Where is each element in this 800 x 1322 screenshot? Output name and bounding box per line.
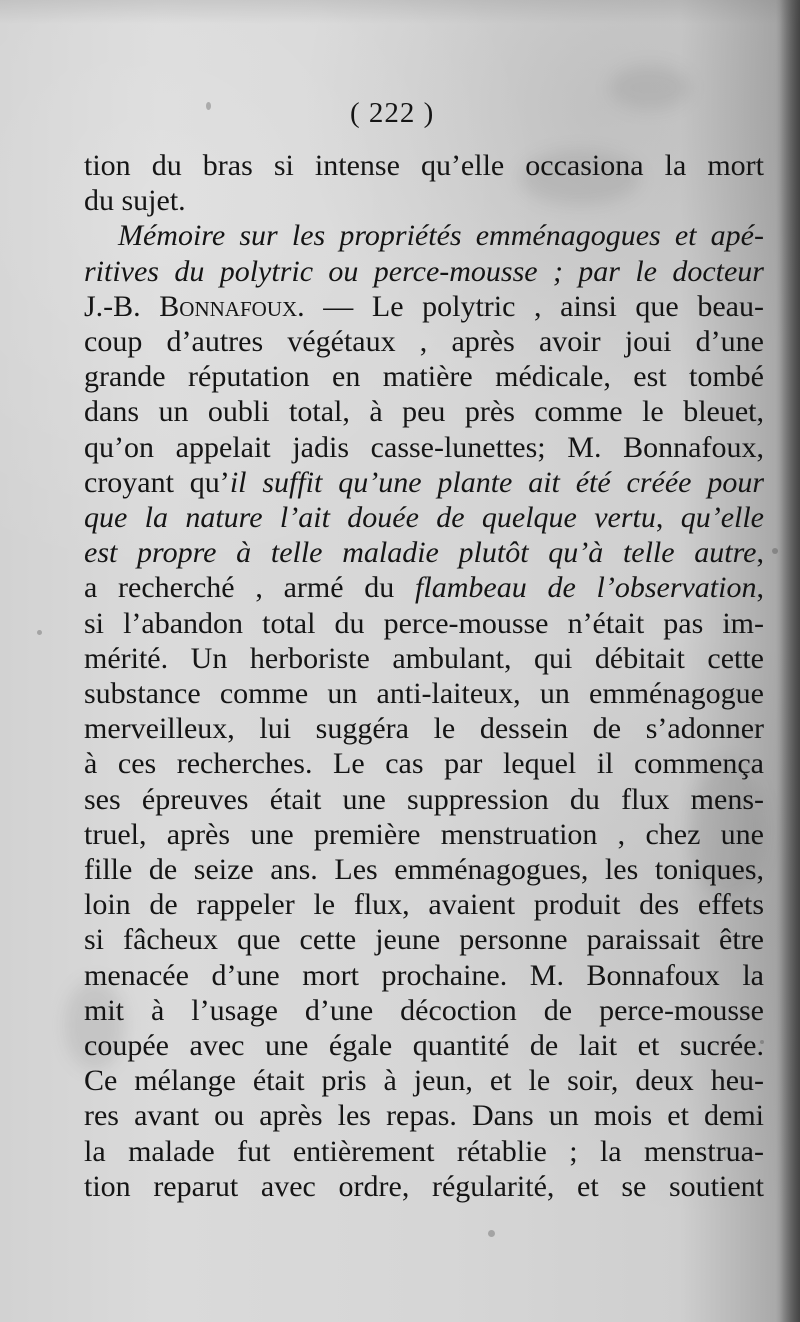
text-line: Ce mélange était pris à jeun, et le soir, deux heu- xyxy=(84,1064,764,1098)
text-line: mit à l’usage d’une décoction de perce-mousse xyxy=(84,993,764,1027)
text-fragment: , xyxy=(756,571,764,605)
text-line xyxy=(84,500,764,535)
body-text xyxy=(84,148,764,1204)
text-line: loin de rappeler le flux, avaient produit des effets xyxy=(84,888,764,922)
text-line: truel, après une première menstruation , chez une xyxy=(84,817,764,851)
text-line: à ces recherches. Le cas par lequel il commença xyxy=(84,747,764,781)
ink-speck xyxy=(488,1230,495,1237)
author-name: Bonnafoux xyxy=(159,289,298,323)
text-line xyxy=(84,465,764,500)
text-line: ses épreuves était une suppression du flux mens- xyxy=(84,782,764,816)
text-line: merveilleux, lui suggéra le dessein de s’adonner xyxy=(84,712,764,746)
ink-speck xyxy=(772,548,778,554)
paper-smudge xyxy=(610,65,690,110)
text-line xyxy=(84,535,764,570)
page-number: ( 222 ) xyxy=(350,97,435,129)
ink-speck xyxy=(37,630,42,635)
text-line: si l’abandon total du perce-mousse n’était pas im- xyxy=(84,606,764,640)
text-fragment: . — Le polytric , ainsi que beau- xyxy=(297,289,764,323)
text-fragment: , xyxy=(756,536,764,570)
text-line: Mémoire sur les propriétés emménagogues et apé- xyxy=(118,219,764,253)
text-line: ritives du polytric ou perce-mousse ; par le docteur xyxy=(84,254,764,288)
text-line: si fâcheux que cette jeune personne paraissait être xyxy=(84,923,764,957)
text-fragment: croyant qu’ xyxy=(84,465,230,499)
text-line: res avant ou après les repas. Dans un mois et demi xyxy=(84,1099,764,1133)
italic-fragment: flambeau de l’observation xyxy=(415,571,757,605)
text-line: coup d’autres végétaux , après avoir joui d’une xyxy=(84,325,764,359)
text-line: fille de seize ans. Les emménagogues, les toniques, xyxy=(84,853,764,887)
text-fragment: J.-B. xyxy=(84,289,160,323)
text-line xyxy=(84,289,764,324)
ink-speck xyxy=(206,102,211,110)
text-line: dans un oubli total, à peu près comme le bleuet, xyxy=(84,395,764,429)
text-line: qu’on appelait jadis casse-lunettes; M. Bonnafoux, xyxy=(84,430,764,464)
text-line: mérité. Un herboriste ambulant, qui débitait cette xyxy=(84,641,764,675)
italic-fragment: est propre à telle maladie plutôt qu’à telle autre xyxy=(84,536,757,570)
italic-fragment: que la nature l’ait douée de quelque vertu xyxy=(84,501,656,535)
text-fragment: , xyxy=(655,501,681,535)
text-line: menacée d’une mort prochaine. M. Bonnafoux la xyxy=(84,958,764,992)
text-line: tion du bras si intense qu’elle occasiona la mort xyxy=(84,149,764,182)
text-fragment: a recherché , armé du xyxy=(84,571,416,605)
italic-fragment: il suffit qu’une plante ait été créée pour xyxy=(229,465,764,499)
text-line: grande réputation en matière médicale, est tombé xyxy=(84,360,764,394)
text-line: du sujet. xyxy=(84,184,186,218)
text-line: coupée avec une égale quantité de lait et sucrée. xyxy=(84,1029,764,1063)
text-line xyxy=(84,570,764,605)
text-line: substance comme un anti-laiteux, un emménagogue xyxy=(84,677,764,711)
italic-fragment: qu’elle xyxy=(680,501,764,535)
text-line: la malade fut entièrement rétablie ; la menstrua- xyxy=(84,1134,764,1168)
text-line: tion reparut avec ordre, régularité, et se soutient xyxy=(84,1169,764,1203)
